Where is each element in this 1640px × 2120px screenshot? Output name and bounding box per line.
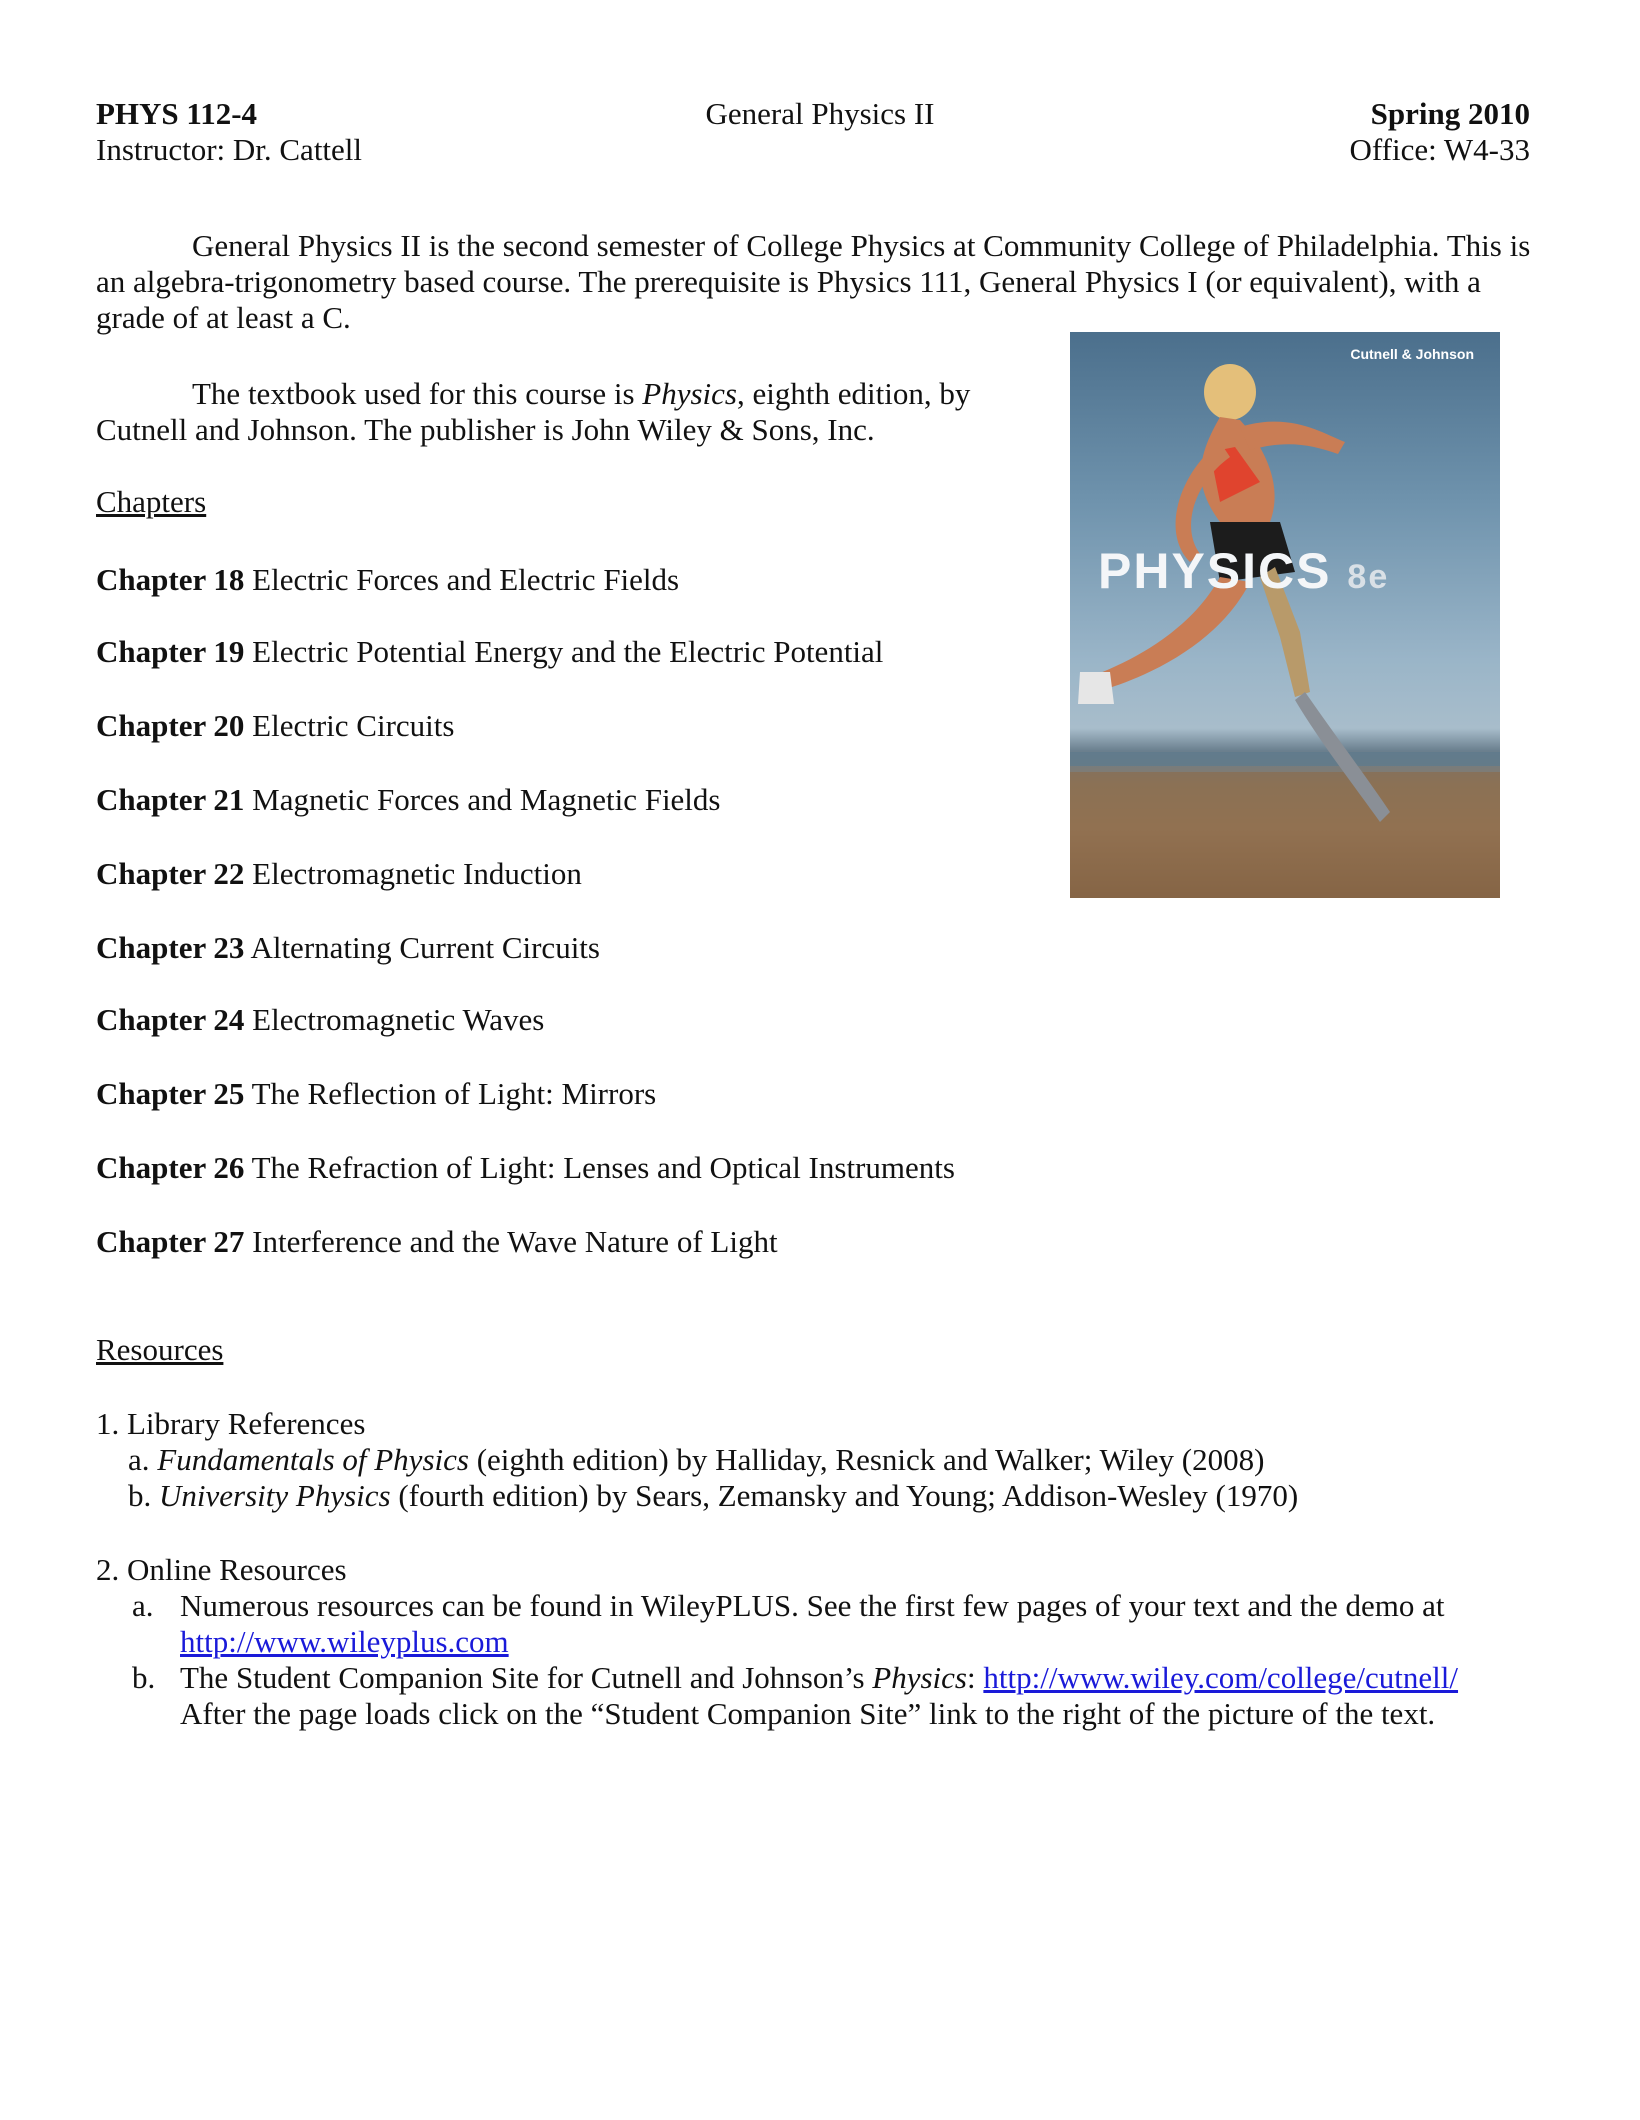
chapter-title: Electric Potential Energy and the Electric Potential	[244, 634, 884, 669]
chapter-item	[96, 856, 582, 892]
chapter-item	[96, 782, 721, 818]
ref-title: University Physics	[159, 1478, 391, 1513]
textbook-prefix: The textbook used for this course is	[192, 376, 643, 411]
chapter-item	[96, 1076, 656, 1112]
chapter-number: Chapter 26	[96, 1150, 245, 1185]
ref-details: (eighth edition) by Halliday, Resnick and Walker; Wiley (2008)	[468, 1442, 1265, 1477]
term: Spring 2010	[1370, 96, 1530, 131]
chapter-item	[96, 562, 679, 598]
textbook-rest: , eighth edition, by	[736, 376, 971, 411]
online-item-a	[96, 1588, 1536, 1660]
online-item-b-line-1	[180, 1660, 1536, 1696]
chapter-number: Chapter 27	[96, 1224, 245, 1259]
online-item-b	[96, 1660, 1536, 1732]
chapter-item	[96, 1002, 544, 1038]
chapter-title: Interference and the Wave Nature of Light	[244, 1224, 778, 1259]
chapter-item	[96, 634, 883, 670]
resources-heading: Resources	[96, 1332, 224, 1367]
textbook-title: Physics	[642, 376, 737, 411]
chapter-title: The Reflection of Light: Mirrors	[244, 1076, 657, 1111]
chapter-title: Electromagnetic Waves	[244, 1002, 545, 1037]
runner-illustration	[1070, 332, 1500, 898]
chapter-number: Chapter 20	[96, 708, 245, 743]
chapter-title: Magnetic Forces and Magnetic Fields	[244, 782, 721, 817]
library-ref-b	[96, 1478, 1298, 1514]
online-label: 2. Online Resources	[96, 1552, 347, 1587]
textbook-paragraph	[96, 376, 1056, 448]
course-code: PHYS 112-4	[96, 96, 258, 131]
online-item-a-text: Numerous resources can be found in WileyPLUS. See the first few pages of your text and the demo at	[180, 1588, 1445, 1623]
chapter-number: Chapter 25	[96, 1076, 245, 1111]
wileyplus-link[interactable]: http://www.wileyplus.com	[180, 1624, 509, 1659]
chapter-number: Chapter 24	[96, 1002, 245, 1037]
textbook-line-2: Cutnell and Johnson. The publisher is John Wiley & Sons, Inc.	[96, 412, 875, 447]
cutnell-companion-link[interactable]: http://www.wiley.com/college/cutnell/	[983, 1660, 1459, 1695]
header-right	[1350, 96, 1531, 168]
cover-title	[1098, 542, 1389, 600]
chapter-title: Alternating Current Circuits	[244, 930, 600, 965]
cover-edition: 8e	[1347, 558, 1390, 596]
chapter-number: Chapter 21	[96, 782, 245, 817]
intro-paragraph: General Physics II is the second semester of College Physics at Community College of Philadelphia. This is an algebra-trigonometry based course. The prerequisite is Physics 111, General Physics I (or equivalent), with a grade of at least a C.	[96, 228, 1531, 335]
online-item-b-title: Physics	[872, 1660, 967, 1695]
chapter-item	[96, 708, 454, 744]
chapter-title: Electric Forces and Electric Fields	[244, 562, 680, 597]
library-label: 1. Library References	[96, 1406, 366, 1441]
chapter-title: Electric Circuits	[244, 708, 455, 743]
item-marker: b.	[132, 1660, 156, 1695]
office: Office: W4-33	[1349, 132, 1530, 167]
instructor: Instructor: Dr. Cattell	[96, 132, 363, 167]
online-resources	[96, 1552, 1536, 1732]
course-title: General Physics II	[705, 96, 935, 131]
chapter-number: Chapter 22	[96, 856, 245, 891]
chapter-number: Chapter 19	[96, 634, 245, 669]
ref-details: (fourth edition) by Sears, Zemansky and Young; Addison-Wesley (1970)	[390, 1478, 1299, 1513]
cover-title-text: PHYSICS	[1098, 543, 1332, 599]
ref-title: Fundamentals of Physics	[157, 1442, 469, 1477]
cover-brand: Cutnell & Johnson	[1350, 346, 1474, 362]
book-cover-image	[1070, 332, 1500, 898]
chapter-item	[96, 1224, 778, 1260]
chapter-title: The Refraction of Light: Lenses and Optical Instruments	[244, 1150, 955, 1185]
item-marker: a.	[132, 1588, 154, 1623]
chapter-item	[96, 930, 600, 966]
library-references	[96, 1406, 1298, 1514]
online-item-b-line-2: After the page loads click on the “Student Companion Site” link to the right of the picture of the text.	[180, 1696, 1436, 1731]
online-item-b-text: The Student Companion Site for Cutnell and Johnson’s	[180, 1660, 873, 1695]
chapter-number: Chapter 18	[96, 562, 245, 597]
chapter-item	[96, 1150, 955, 1186]
textbook-line-1	[96, 376, 1056, 412]
online-item-b-colon: :	[967, 1660, 984, 1695]
ref-marker: b.	[128, 1478, 159, 1513]
chapters-heading: Chapters	[96, 484, 207, 519]
library-ref-a	[96, 1442, 1298, 1478]
ref-marker: a.	[128, 1442, 158, 1477]
chapter-number: Chapter 23	[96, 930, 245, 965]
chapter-title: Electromagnetic Induction	[244, 856, 582, 891]
